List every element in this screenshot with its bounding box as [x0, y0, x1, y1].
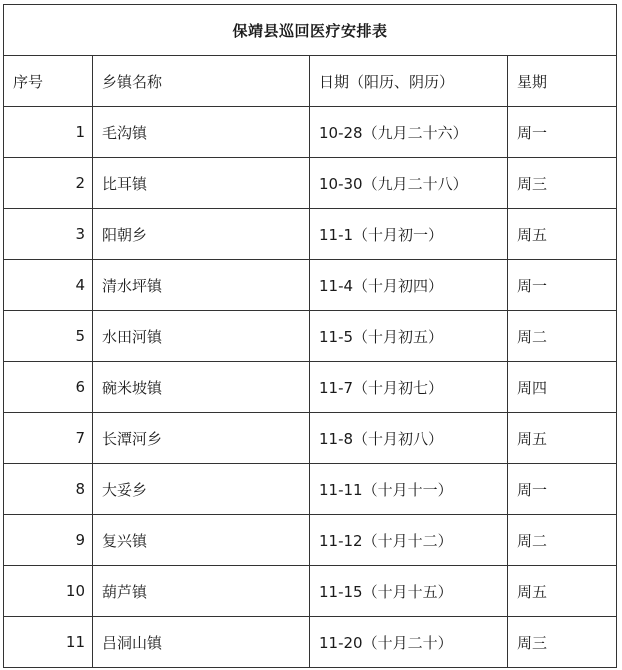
seq-cell: 6 [4, 362, 93, 413]
weekday-cell: 周二 [508, 311, 617, 362]
table-row [4, 566, 617, 617]
town-cell: 复兴镇 [93, 515, 310, 566]
table-row [4, 260, 617, 311]
header-weekday: 星期 [508, 56, 617, 107]
table-row [4, 209, 617, 260]
date-cell: 10-28（九月二十六） [310, 107, 508, 158]
town-cell: 吕洞山镇 [93, 617, 310, 668]
weekday-cell: 周二 [508, 515, 617, 566]
town-cell: 清水坪镇 [93, 260, 310, 311]
weekday-cell: 周五 [508, 413, 617, 464]
header-row [4, 56, 617, 107]
weekday-cell: 周一 [508, 464, 617, 515]
table-row [4, 362, 617, 413]
seq-cell: 3 [4, 209, 93, 260]
seq-cell: 10 [4, 566, 93, 617]
date-cell: 11-15（十月十五） [310, 566, 508, 617]
town-cell: 比耳镇 [93, 158, 310, 209]
schedule-table [3, 4, 617, 668]
table-row [4, 158, 617, 209]
title-row [4, 5, 617, 56]
date-cell: 11-4（十月初四） [310, 260, 508, 311]
weekday-cell: 周五 [508, 209, 617, 260]
date-cell: 11-20（十月二十） [310, 617, 508, 668]
town-cell: 葫芦镇 [93, 566, 310, 617]
table-row [4, 515, 617, 566]
weekday-cell: 周三 [508, 617, 617, 668]
seq-cell: 1 [4, 107, 93, 158]
date-cell: 11-7（十月初七） [310, 362, 508, 413]
header-town: 乡镇名称 [93, 56, 310, 107]
town-cell: 大妥乡 [93, 464, 310, 515]
date-cell: 11-5（十月初五） [310, 311, 508, 362]
table-row [4, 107, 617, 158]
header-date: 日期（阳历、阴历） [310, 56, 508, 107]
weekday-cell: 周一 [508, 107, 617, 158]
seq-cell: 5 [4, 311, 93, 362]
table-row [4, 413, 617, 464]
weekday-cell: 周三 [508, 158, 617, 209]
seq-cell: 4 [4, 260, 93, 311]
schedule-document [3, 4, 617, 668]
town-cell: 碗米坡镇 [93, 362, 310, 413]
weekday-cell: 周四 [508, 362, 617, 413]
seq-cell: 7 [4, 413, 93, 464]
table-title: 保靖县巡回医疗安排表 [4, 5, 617, 56]
table-row [4, 617, 617, 668]
seq-cell: 11 [4, 617, 93, 668]
weekday-cell: 周五 [508, 566, 617, 617]
seq-cell: 8 [4, 464, 93, 515]
date-cell: 11-12（十月十二） [310, 515, 508, 566]
table-row [4, 464, 617, 515]
seq-cell: 2 [4, 158, 93, 209]
seq-cell: 9 [4, 515, 93, 566]
date-cell: 10-30（九月二十八） [310, 158, 508, 209]
header-seq: 序号 [4, 56, 93, 107]
weekday-cell: 周一 [508, 260, 617, 311]
date-cell: 11-1（十月初一） [310, 209, 508, 260]
town-cell: 水田河镇 [93, 311, 310, 362]
date-cell: 11-11（十月十一） [310, 464, 508, 515]
date-cell: 11-8（十月初八） [310, 413, 508, 464]
town-cell: 毛沟镇 [93, 107, 310, 158]
town-cell: 阳朝乡 [93, 209, 310, 260]
town-cell: 长潭河乡 [93, 413, 310, 464]
table-row [4, 311, 617, 362]
